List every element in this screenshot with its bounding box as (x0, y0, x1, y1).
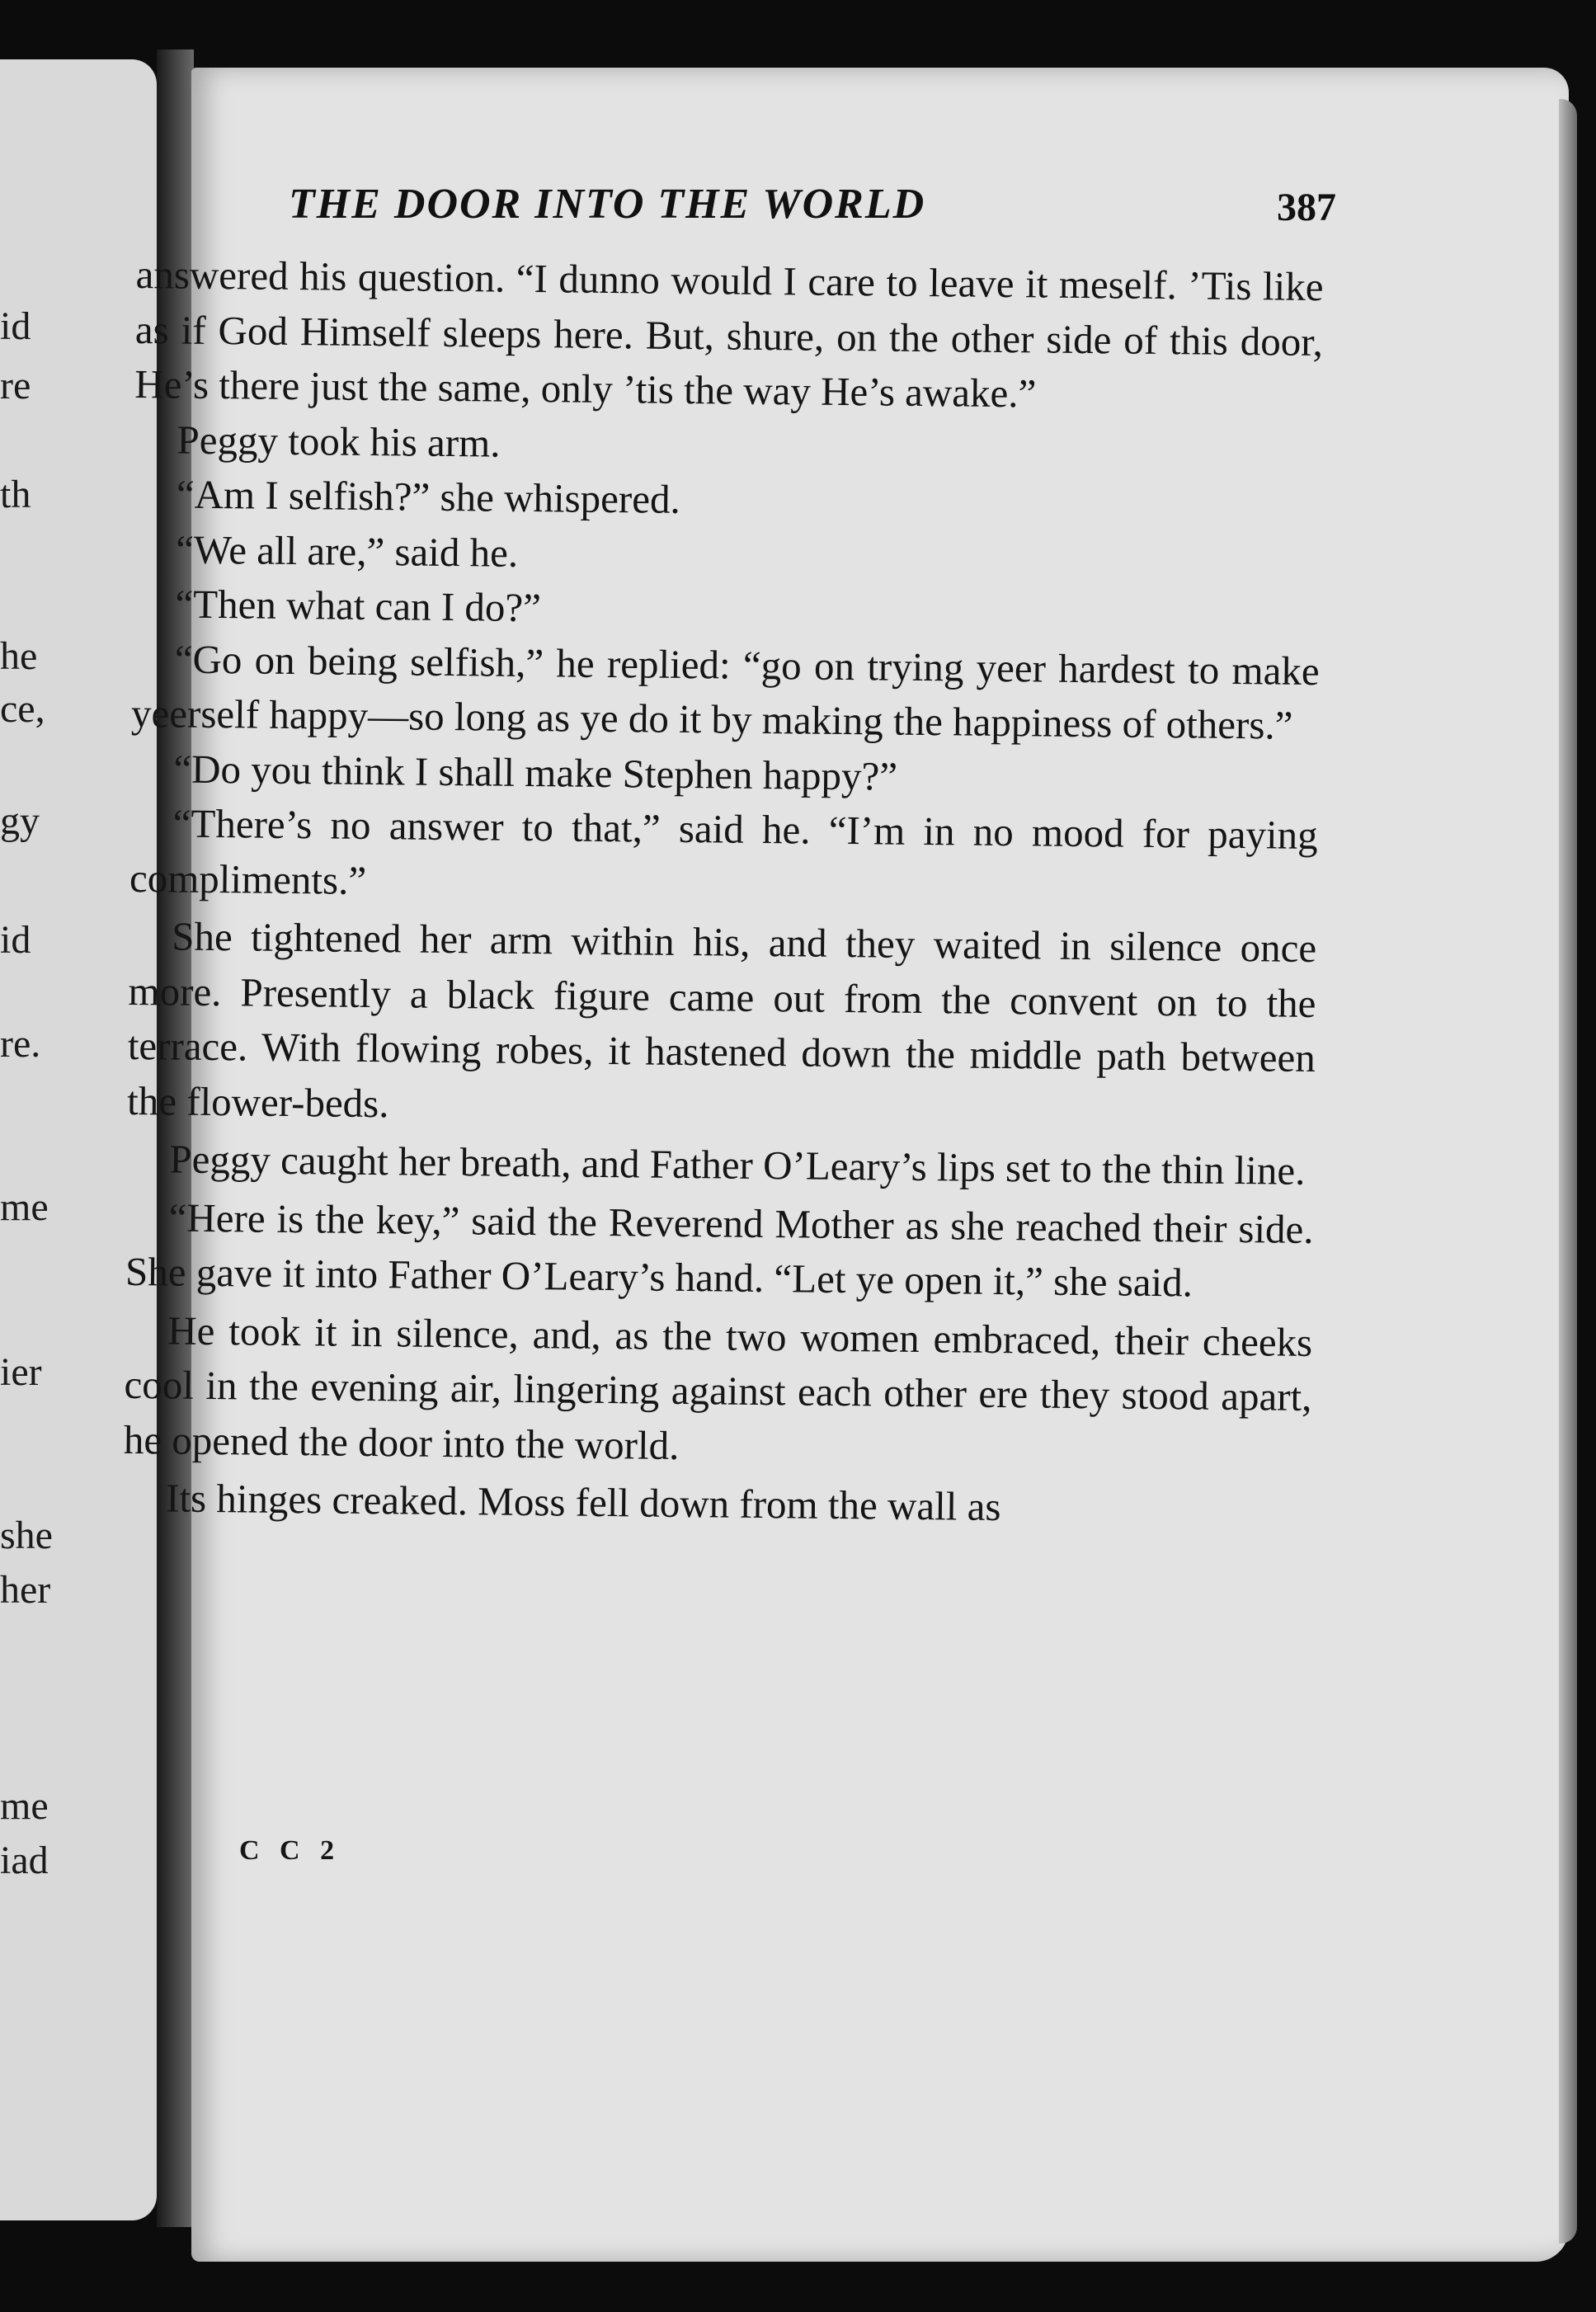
paragraph: “Go on being selfish,” he replied: “go on trying yeer hardest to make yeerself happy—so long as ye do it by making the happiness of others.” (130, 636, 1320, 748)
paragraph: “There’s no answer to that,” said he. “I’m in no mood for paying compliments.” (129, 800, 1318, 903)
page-number: 387 (1277, 186, 1336, 229)
paragraph: She tightened her arm within his, and they waited in silence once more. Presently a black figure came out from the convent on to the terrace. With flowing robes, it hastened down the middle path between the flower-beds. (126, 913, 1317, 1126)
left-page-fragment: re. (0, 1022, 41, 1066)
left-page-fragment: gy (0, 799, 40, 843)
paragraph: Peggy caught her breath, and Father O’Leary’s lips set to the thin line. (169, 1136, 1306, 1194)
paragraph: Its hinges creaked. Moss fell down from the wall as (165, 1475, 1001, 1530)
left-page-fragment: re (0, 364, 31, 407)
page-edge (1559, 99, 1577, 2244)
left-page-fragment: her (0, 1568, 51, 1612)
left-page-fragment: me (0, 1185, 49, 1229)
left-page-fragment: id (0, 304, 31, 348)
paragraph: He took it in silence, and, as the two women embraced, their cheeks cool in the evening air, lingering against each other ere they stood apart, he opened the door into the world. (123, 1307, 1313, 1468)
paragraph: answered his question. “I dunno would I care to leave it meself. ’Tis like as if God Himself sleeps here. But, shure, on the other side of this door, He’s there just the same, only ’tis the way He’s awake.” (134, 251, 1324, 417)
paragraph: “Then what can I do?” (175, 581, 542, 631)
left-page-fragment: th (0, 473, 31, 516)
left-page-fragment: ier (0, 1350, 42, 1394)
left-page-fragment: iad (0, 1839, 49, 1882)
left-page-fragment: she (0, 1514, 53, 1557)
paragraph: “Do you think I shall make Stephen happy?” (173, 746, 898, 799)
paragraph: Peggy took his arm. (177, 417, 501, 466)
paragraph: “We all are,” said he. (175, 526, 519, 576)
body-text (123, 247, 1324, 1537)
running-title: THE DOOR INTO THE WORLD (289, 181, 926, 228)
left-page-fragment: he (0, 634, 38, 678)
left-page-fragment: ce, (0, 687, 45, 731)
paragraph: “Am I selfish?” she whispered. (176, 471, 681, 522)
signature-mark: C C 2 (239, 1835, 341, 1866)
left-page-fragment: me (0, 1784, 49, 1828)
paragraph: “Here is the key,” said the Reverend Mother as she reached their side. She gave it into Father O’Leary’s hand. “Let ye open it,” she said. (125, 1194, 1314, 1306)
left-page-fragment: id (0, 918, 31, 962)
